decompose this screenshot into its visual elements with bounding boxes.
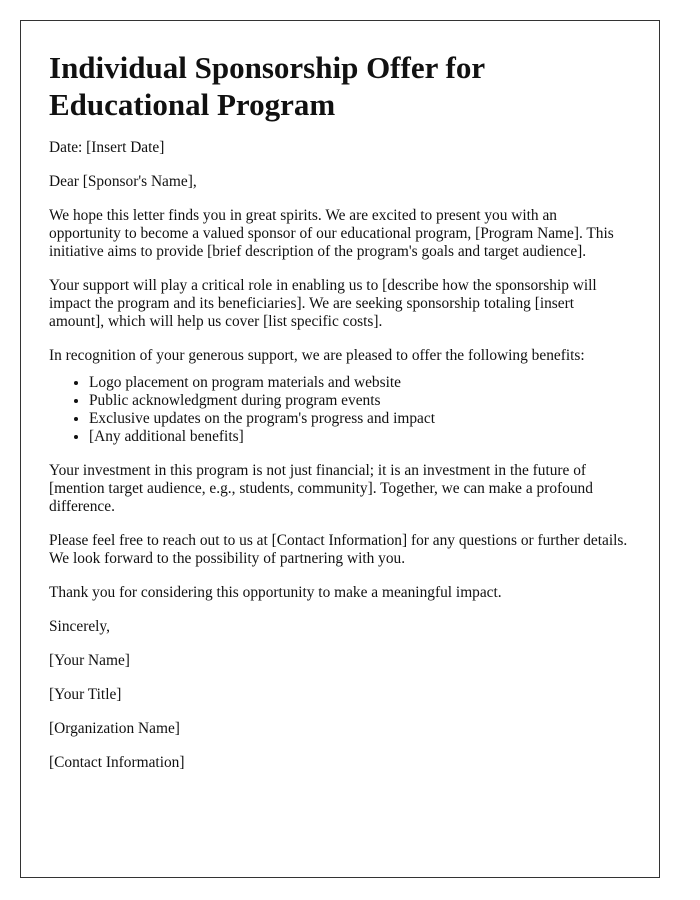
benefit-item: • Exclusive updates on the program's progress and impact <box>89 410 631 428</box>
closing: Sincerely, <box>49 618 110 635</box>
signature-contact: [Contact Information] <box>49 754 185 771</box>
signature-title: [Your Title] <box>49 686 122 703</box>
letter-title: Individual Sponsorship Offer for Educational Program <box>49 50 485 122</box>
benefit-item: • [Any additional benefits] <box>89 428 631 446</box>
paragraph-intro: We hope this letter finds you in great spirits. We are excited to present you with an opportunity to become a valued sponsor of our educational program, [Program Name]. This initiative aims to provide [brief description of the program's goals and target audience]. <box>49 207 614 260</box>
benefit-item: • Logo placement on program materials and website <box>89 374 631 392</box>
letter-salutation: Dear [Sponsor's Name], <box>49 173 197 190</box>
paragraph-contact: Please feel free to reach out to us at [Contact Information] for any questions or further details. We look forward to the possibility of partnering with you. <box>49 532 628 567</box>
signature-block <box>49 618 631 772</box>
letter-page <box>20 20 660 878</box>
signature-organization: [Organization Name] <box>49 720 180 737</box>
paragraph-thanks: Thank you for considering this opportunity to make a meaningful impact. <box>49 584 502 601</box>
letter-date: Date: [Insert Date] <box>49 139 165 156</box>
benefits-intro: In recognition of your generous support, we are pleased to offer the following benefits: <box>49 347 585 364</box>
benefit-item: • Public acknowledgment during program events <box>89 392 631 410</box>
paragraph-investment: Your investment in this program is not just financial; it is an investment in the future of [mention target audience, e.g., students, community]. Together, we can make a profound difference. <box>49 462 593 515</box>
benefits-list <box>49 374 631 446</box>
signature-name: [Your Name] <box>49 652 130 669</box>
paragraph-support: Your support will play a critical role in enabling us to [describe how the sponsorship will impact the program and its beneficiaries]. We are seeking sponsorship totaling [insert amount], which will help us cover [list specific costs]. <box>49 277 597 330</box>
